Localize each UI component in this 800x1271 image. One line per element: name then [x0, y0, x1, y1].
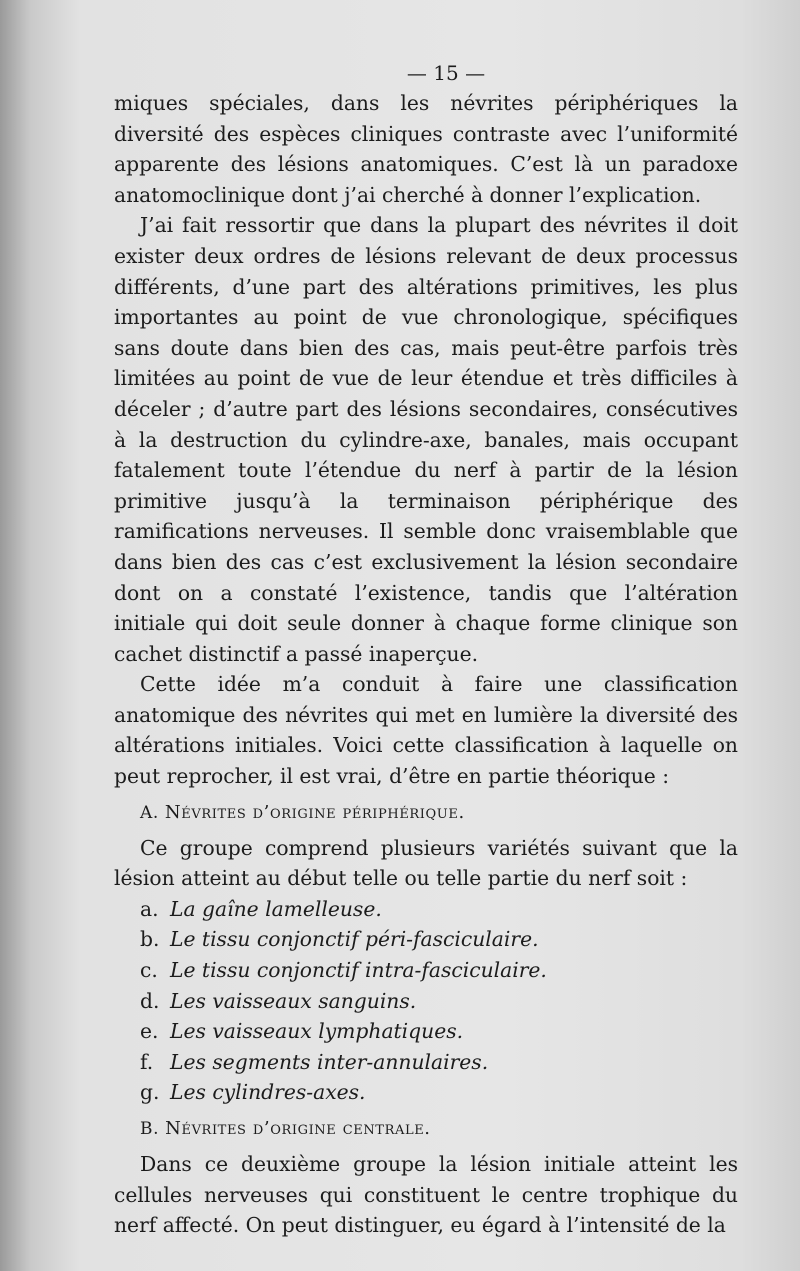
paragraph-1: miques spéciales, dans les névrites périphériques la diversité des espèces cliniques contraste avec l’uniformité apparente des lésions anatomiques. C’est là un paradoxe anatomoclinique dont j’ai cherché à donner l’explication.	[114, 91, 738, 207]
list-item-letter: g.	[140, 1080, 160, 1105]
document-page	[114, 58, 738, 1241]
list-item-letter: f.	[140, 1049, 154, 1074]
list-item-text: Les segments inter-annulaires.	[170, 1049, 489, 1074]
section-a-heading	[114, 798, 738, 828]
section-a-letter: A.	[140, 802, 159, 823]
section-b-heading	[114, 1114, 738, 1144]
paragraph-5: Dans ce deuxième groupe la lésion initiale atteint les cellules nerveuses qui constituent le centre trophique du nerf affecté. On peut distinguer, eu égard à l’intensité de la	[114, 1152, 738, 1238]
list-item	[140, 955, 738, 986]
body-text	[114, 88, 738, 1241]
list-item-text: Le tissu conjonctif intra-fasciculaire.	[170, 958, 547, 983]
list-item-text: Le tissu conjonctif péri-fasciculaire.	[170, 927, 539, 952]
list-item	[140, 986, 738, 1017]
list-item-text: Les vaisseaux lymphatiques.	[170, 1019, 464, 1044]
list-item-letter: e.	[140, 1019, 159, 1044]
section-b-title: Névrites d’origine centrale.	[165, 1118, 431, 1139]
list-item-text: Les cylindres-axes.	[170, 1080, 366, 1105]
list-item-letter: a.	[140, 896, 159, 921]
lesion-list	[114, 894, 738, 1108]
page-number: — 15 —	[406, 61, 486, 85]
paragraph-2: J’ai fait ressortir que dans la plupart des névrites il doit exister deux ordres de lésions relevant de deux processus différents, d’une part des altérations primitives, les plus importantes au point de vue chronologique, spécifiques sans doute dans bien des cas, mais peut-être parfois très limitées au point de vue de leur étendue et très difficiles à déceler ; d’autre part des lésions secondaires, consécutives à la destruction du cylindre-axe, banales, mais occupant fatalement toute l’étendue du nerf à partir de la lésion primitive jusqu’à la terminaison périphérique des ramifications nerveuses. Il semble donc vraisemblable que dans bien des cas c’est exclusivement la lésion secondaire dont on a constaté l’existence, tandis que l’altération initiale qui doit seule donner à chaque forme clinique son cachet distinctif a passé inaperçue.	[114, 213, 738, 666]
section-a-title: Névrites d’origine périphérique.	[164, 801, 465, 823]
paragraph-3: Cette idée m’a conduit à faire une classification anatomique des névrites qui met en lumière la diversité des altérations initiales. Voici cette classification à laquelle on peut reprocher, il est vrai, d’être en partie théorique :	[114, 672, 738, 789]
list-item-letter: b.	[140, 927, 160, 952]
list-item	[140, 1077, 738, 1108]
list-item-letter: c.	[140, 958, 158, 983]
list-item-text: Les vaisseaux sanguins.	[170, 988, 417, 1013]
list-item	[140, 1016, 738, 1047]
paragraph-4: Ce groupe comprend plusieurs variétés suivant que la lésion atteint au début telle ou telle partie du nerf soit :	[114, 835, 738, 891]
list-item	[140, 1047, 738, 1078]
list-item-text: La gaîne lamelleuse.	[170, 896, 382, 921]
section-b-letter: B.	[140, 1119, 160, 1139]
list-item	[140, 924, 738, 955]
list-item	[140, 894, 738, 925]
list-item-letter: d.	[140, 988, 160, 1013]
